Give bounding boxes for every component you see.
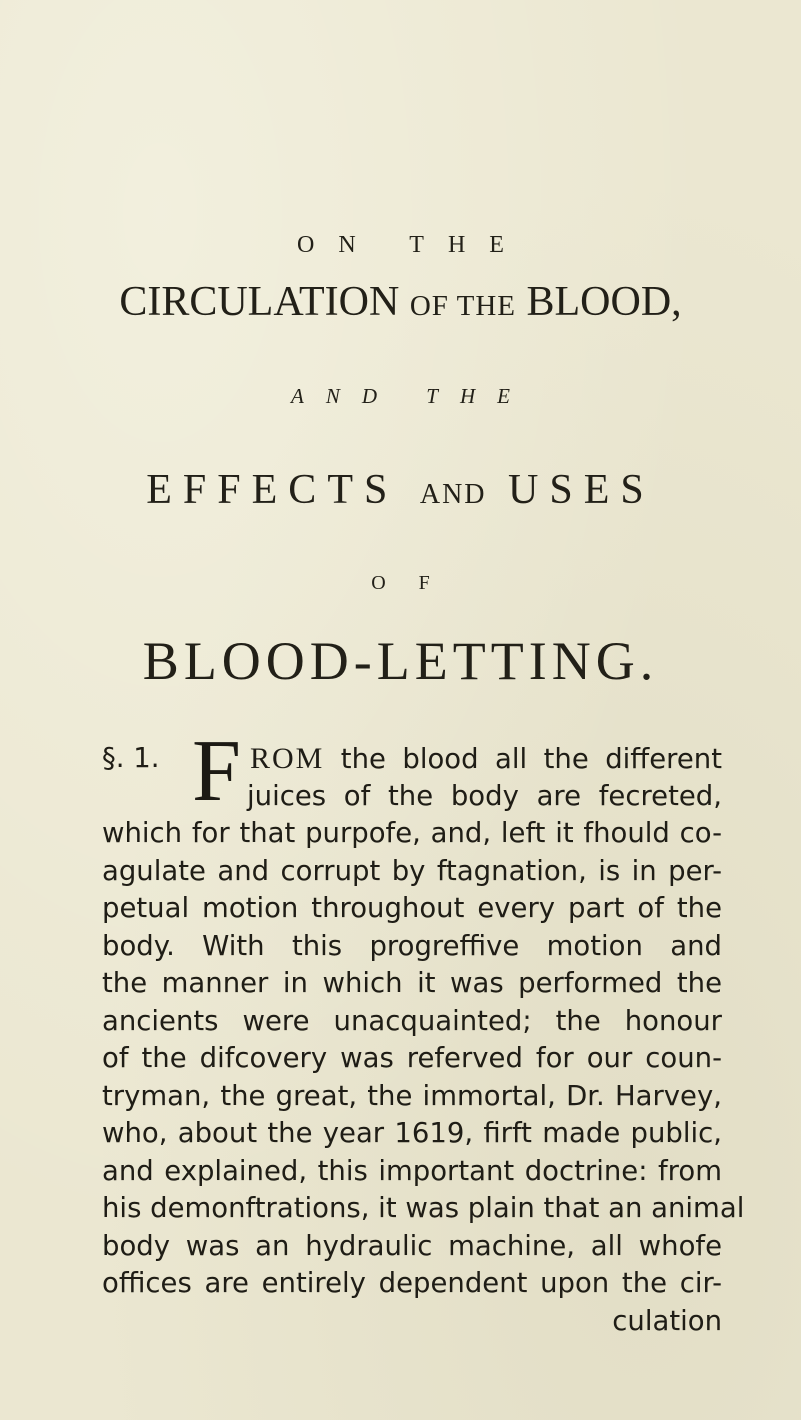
first-line-caps: ROM <box>250 742 325 775</box>
body-line: juices of the body are fecreted, <box>247 779 722 812</box>
body-line: which for that purpofe, and, left it fhould co- <box>102 817 722 849</box>
heading-on-the: ON THE <box>297 232 528 258</box>
body-paragraph <box>102 723 745 1340</box>
first-line-rest: the blood all the different <box>324 743 722 775</box>
body-line: body. With this progreffive motion and <box>102 929 722 962</box>
heading-uses: USES <box>508 467 655 513</box>
body-line: petual motion throughout every part of the <box>102 892 722 924</box>
body-line: and explained, this important doctrine: from <box>102 1154 722 1187</box>
body-line: body was an hydraulic machine, all whofe <box>102 1229 722 1262</box>
heading-circulation-line <box>0 278 801 326</box>
body-line: the manner in which it was performed the <box>102 967 722 999</box>
heading-effects: EFFECTS <box>146 467 399 513</box>
heading-circulation: CIRCULATION <box>119 279 400 325</box>
heading-and: AND <box>419 479 487 510</box>
body-line: agulate and corrupt by ftagnation, is in per- <box>102 854 722 887</box>
section-mark: §. 1. <box>102 742 160 774</box>
heading-of-the: OF THE <box>409 290 516 322</box>
body-line: his demonftrations, it was plain that an animal <box>102 1192 745 1224</box>
heading-effects-line <box>0 466 801 514</box>
body-line: tryman, the great, the immortal, Dr. Harvey, <box>102 1079 722 1112</box>
body-line: of the difcovery was referved for our coun- <box>102 1042 722 1074</box>
body-line: who, about the year 1619, firft made public, <box>102 1117 722 1149</box>
body-line: offices are entirely dependent upon the cir- <box>102 1267 722 1299</box>
heading-of: O F <box>371 572 444 594</box>
body-line: ancients were unacquainted; the honour <box>102 1004 722 1037</box>
drop-cap: F <box>192 723 241 820</box>
heading-blood: BLOOD, <box>526 279 682 325</box>
heading-and-the: AND THE <box>291 384 532 408</box>
heading-blood-letting: BLOOD-LETTING. <box>142 631 659 691</box>
body-line-catchword: culation <box>612 1304 722 1337</box>
